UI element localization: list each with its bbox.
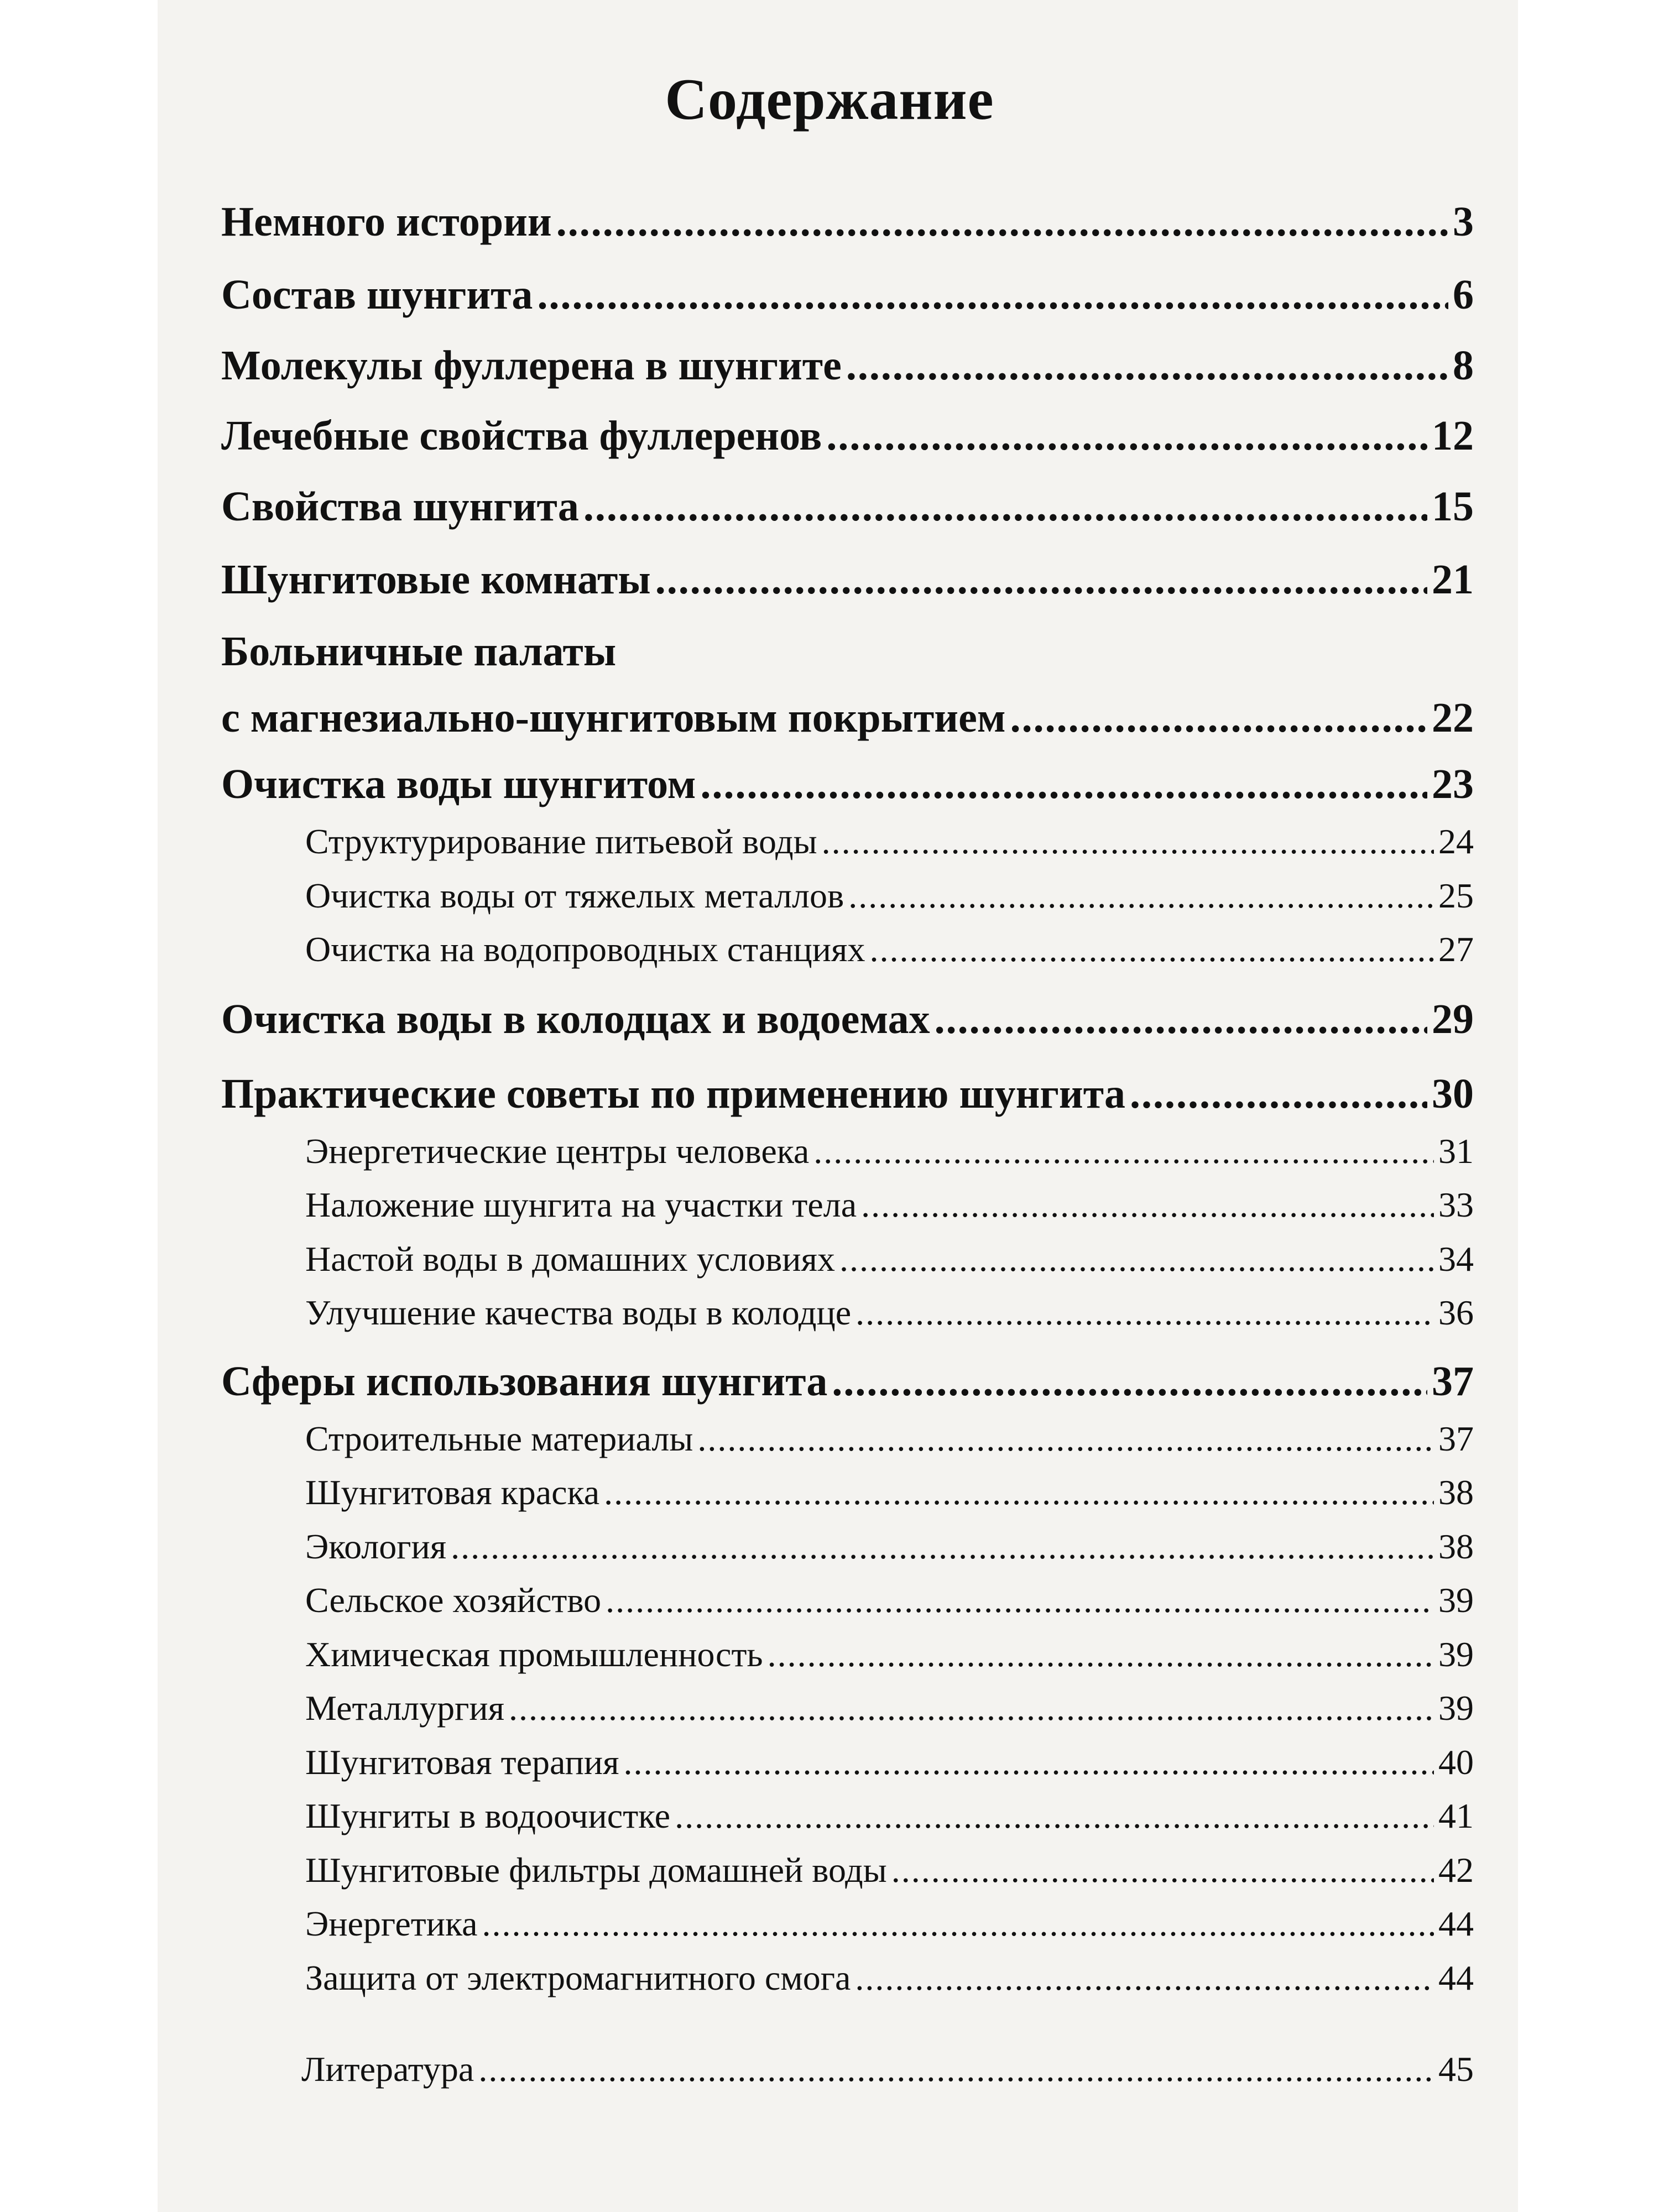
dot-leader xyxy=(675,1796,1434,1837)
toc-page-number: 39 xyxy=(1438,1688,1474,1728)
toc-entry-label: с магнезиально-шунгитовым покрытием xyxy=(221,695,1006,741)
toc-subentry[interactable] xyxy=(305,1526,1474,1567)
dot-leader xyxy=(655,556,1427,604)
toc-entry[interactable] xyxy=(221,556,1474,604)
dot-leader xyxy=(846,342,1448,390)
toc-entry-label: Свойства шунгита xyxy=(221,483,579,530)
toc-entry-label: Шунгиты в водоочистке xyxy=(305,1796,671,1835)
toc-entry[interactable] xyxy=(221,271,1474,319)
toc-page-number: 12 xyxy=(1432,413,1474,459)
toc-page-number: 44 xyxy=(1438,1904,1474,1943)
toc-page-number: 6 xyxy=(1453,272,1474,318)
dot-leader xyxy=(855,1958,1434,1999)
dot-leader xyxy=(697,1418,1434,1459)
toc-entry-label: Очистка воды шунгитом xyxy=(221,761,696,807)
toc-subentry[interactable] xyxy=(305,1472,1474,1513)
toc-page-number: 38 xyxy=(1438,1473,1474,1512)
toc-page-number: 40 xyxy=(1438,1743,1474,1782)
toc-page-number: 39 xyxy=(1438,1580,1474,1620)
toc-entry-label: Сельское хозяйство xyxy=(305,1580,602,1620)
dot-leader xyxy=(855,1292,1434,1333)
toc-entry-label: Сферы использования шунгита xyxy=(221,1358,828,1405)
toc-entry[interactable] xyxy=(221,995,1474,1044)
toc-page-number: 42 xyxy=(1438,1850,1474,1890)
toc-page-number: 30 xyxy=(1432,1071,1474,1117)
toc-entry-label: Шунгитовые фильтры домашней воды xyxy=(305,1850,887,1890)
toc-entry-label: Шунгитовые комнаты xyxy=(221,556,651,603)
dot-leader xyxy=(1010,694,1427,742)
toc-entry-label: Строительные материалы xyxy=(305,1419,693,1458)
toc-entry-label: Структурирование питьевой воды xyxy=(305,822,817,861)
toc-page-number: 23 xyxy=(1432,761,1474,807)
toc-subentry[interactable] xyxy=(305,1292,1474,1333)
toc-page-number: 25 xyxy=(1438,876,1474,915)
toc-subentry[interactable] xyxy=(305,875,1474,916)
dot-leader xyxy=(509,1688,1434,1729)
toc-entry[interactable] xyxy=(221,342,1474,390)
toc-subentry[interactable] xyxy=(305,1688,1474,1729)
toc-subentry[interactable] xyxy=(305,1185,1474,1225)
dot-leader xyxy=(537,271,1448,319)
toc-page-number: 21 xyxy=(1432,556,1474,603)
toc-page-number: 8 xyxy=(1453,342,1474,389)
toc-page-number: 36 xyxy=(1438,1293,1474,1332)
dot-leader xyxy=(556,198,1448,246)
toc-entry-label: Лечебные свойства фуллеренов xyxy=(221,413,822,459)
toc-entry[interactable] xyxy=(221,1358,1474,1406)
toc-page-number: 37 xyxy=(1438,1419,1474,1458)
toc-entry-literature[interactable] xyxy=(301,2049,1474,2090)
toc-page-number: 24 xyxy=(1438,822,1474,861)
toc-entry-label: Энергетические центры человека xyxy=(305,1131,810,1171)
toc-page-number: 39 xyxy=(1438,1635,1474,1674)
toc-entry-label: Очистка воды от тяжелых металлов xyxy=(305,876,844,915)
toc-entry[interactable] xyxy=(221,198,1474,246)
toc-page-number: 33 xyxy=(1438,1185,1474,1224)
toc-entry[interactable] xyxy=(221,760,1474,808)
toc-page-number: 22 xyxy=(1432,695,1474,741)
toc-subentry[interactable] xyxy=(305,1958,1474,1999)
dot-leader xyxy=(935,995,1427,1044)
toc-page-number: 15 xyxy=(1432,483,1474,530)
toc-entry-label: Металлургия xyxy=(305,1688,504,1728)
toc-entry-label: Шунгитовая краска xyxy=(305,1473,600,1512)
dot-leader xyxy=(1130,1070,1427,1118)
toc-subentry[interactable] xyxy=(305,1418,1474,1459)
toc-page-number: 37 xyxy=(1432,1358,1474,1405)
toc-entry-label: Экология xyxy=(305,1527,447,1566)
toc-entry-label: Очистка на водопроводных станциях xyxy=(305,930,865,969)
toc-page-number: 3 xyxy=(1453,199,1474,245)
toc-subentry[interactable] xyxy=(305,1634,1474,1675)
dot-leader xyxy=(606,1580,1434,1621)
dot-leader xyxy=(839,1239,1434,1280)
toc-entry-label: Настой воды в домашних условиях xyxy=(305,1239,835,1279)
toc-entry-label: Состав шунгита xyxy=(221,272,533,318)
toc-entry-label: Наложение шунгита на участки тела xyxy=(305,1185,857,1224)
toc-entry-label: Улучшение качества воды в колодце xyxy=(305,1293,852,1332)
toc-page-number: 41 xyxy=(1438,1796,1474,1835)
dot-leader xyxy=(451,1526,1434,1567)
toc-entry-label: Практические советы по применению шунгита xyxy=(221,1071,1125,1117)
dot-leader xyxy=(624,1742,1434,1783)
dot-leader xyxy=(478,2049,1434,2090)
toc-subentry[interactable] xyxy=(305,1131,1474,1172)
toc-subentry[interactable] xyxy=(305,929,1474,970)
toc-subentry[interactable] xyxy=(305,821,1474,862)
toc-page-number: 34 xyxy=(1438,1239,1474,1279)
toc-page-number: 31 xyxy=(1438,1131,1474,1171)
toc-entry[interactable] xyxy=(221,483,1474,531)
page-title: Содержание xyxy=(665,67,994,132)
toc-entry-label: Энергетика xyxy=(305,1904,478,1943)
toc-entry-label: Защита от электромагнитного смога xyxy=(305,1958,851,1997)
toc-subentry[interactable] xyxy=(305,1239,1474,1280)
dot-leader xyxy=(482,1903,1434,1944)
toc-subentry[interactable] xyxy=(305,1903,1474,1944)
toc-page-number: 29 xyxy=(1432,996,1474,1042)
toc-entry-label-line1: Больничные палаты xyxy=(221,628,617,675)
toc-subentry[interactable] xyxy=(305,1742,1474,1783)
dot-leader xyxy=(869,929,1434,970)
toc-entry[interactable] xyxy=(221,1070,1474,1118)
dot-leader xyxy=(848,875,1434,916)
toc-entry-label: Очистка воды в колодцах и водоемах xyxy=(221,996,930,1042)
toc-entry[interactable] xyxy=(221,694,1474,742)
dot-leader xyxy=(813,1131,1434,1172)
toc-entry-label: Шунгитовая терапия xyxy=(305,1743,619,1782)
dot-leader xyxy=(832,1358,1427,1406)
dot-leader xyxy=(822,821,1434,862)
dot-leader xyxy=(604,1472,1434,1513)
toc-entry-label: Молекулы фуллерена в шунгите xyxy=(221,342,842,389)
dot-leader xyxy=(826,412,1427,460)
toc-entry-label: Немного истории xyxy=(221,199,552,245)
dot-leader xyxy=(891,1850,1434,1891)
toc-page-number: 44 xyxy=(1438,1958,1474,1997)
toc-entry-label: Химическая промышленность xyxy=(305,1635,763,1674)
toc-page-number: 45 xyxy=(1438,2049,1474,2089)
toc-entry[interactable] xyxy=(221,412,1474,460)
toc-entry-label: Литература xyxy=(301,2049,474,2089)
toc-page-number: 38 xyxy=(1438,1527,1474,1566)
toc-subentry[interactable] xyxy=(305,1796,1474,1837)
dot-leader xyxy=(861,1185,1434,1225)
dot-leader xyxy=(583,483,1427,531)
toc-subentry[interactable] xyxy=(305,1580,1474,1621)
toc-page-number: 27 xyxy=(1438,930,1474,969)
toc-subentry[interactable] xyxy=(305,1850,1474,1891)
dot-leader xyxy=(701,760,1428,808)
dot-leader xyxy=(768,1634,1434,1675)
